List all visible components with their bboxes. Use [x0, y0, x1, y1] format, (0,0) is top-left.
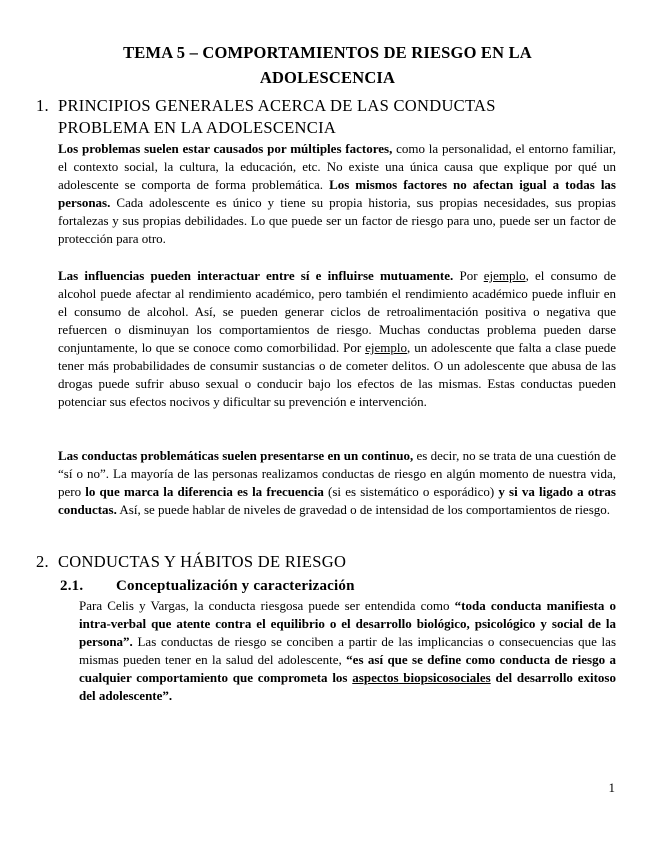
title-line-2: ADOLESCENCIA: [259, 68, 396, 87]
bold-quote: del desarrollo exitoso del adolescente”.: [79, 670, 616, 703]
bold-text: Las conductas problemáticas suelen presentarse en un continuo,: [58, 448, 414, 463]
body-text: Por: [453, 268, 484, 283]
underlined-text: ejemplo: [365, 340, 408, 355]
bold-text: Los problemas suelen estar causados por múltiples factores,: [58, 141, 393, 156]
subsection-2-1-title: Conceptualización y caracterización: [116, 578, 355, 594]
page-number: 1: [608, 780, 615, 795]
paragraph-continuum: [58, 447, 616, 519]
bold-quote: “es así que se define como conducta de riesgo a cualquier comportamiento que comprometa los: [79, 652, 616, 685]
subsection-2-1-number: 2.1.: [60, 578, 84, 594]
body-text: Así, se puede hablar de niveles de gravedad o de intensidad de los comportamientos de riesgo.: [116, 502, 611, 517]
body-text: es decir, no se trata de una cuestión de “sí o no”. La mayoría de las personas realizamos conductas de riesgo en algún momento de nuestra vida, pero: [58, 448, 616, 499]
bold-text: Los mismos factores no afectan igual a todas las personas.: [58, 177, 616, 210]
paragraph-risk-definition: [79, 597, 616, 705]
body-text: (si es sistemático o esporádico): [323, 484, 499, 499]
section-1-title-line-1: PRINCIPIOS GENERALES ACERCA DE LAS CONDUCTAS: [58, 96, 496, 115]
body-text: como la personalidad, el entorno familiar, el contexto social, la cultura, la educación, etc. No existe una única causa que explique por qué un adolescente se comporta de forma problemática.: [58, 141, 616, 192]
bold-text: Las influencias pueden interactuar entre sí e influirse mutuamente.: [58, 268, 454, 283]
section-2-number: 2.: [36, 552, 49, 571]
bold-text: lo que marca la diferencia es la frecuencia: [85, 484, 324, 499]
paragraph-multiple-factors: [58, 140, 616, 248]
section-2-title: CONDUCTAS Y HÁBITOS DE RIESGO: [58, 552, 347, 571]
section-1-title-line-2: PROBLEMA EN LA ADOLESCENCIA: [58, 118, 337, 137]
underlined-text: ejemplo: [483, 268, 526, 283]
body-text: Cada adolescente es único y tiene su propia historia, sus propias necesidades, sus propias fortalezas y sus propias debilidades. Lo que puede ser un factor de riesgo para uno, puede ser un factor de protección para otro.: [58, 195, 616, 246]
body-text: , un adolescente que falta a clase puede tener más probabilidades de consumir sustancias o de cometer delitos. O un adolescente que abusa de las drogas puede sufrir abuso sexual o conducir bajo los efectos de las mismas. Estas conductas pueden potenciar sus efectos nocivos y dificultar su prevención e intervención.: [58, 340, 616, 409]
body-text: Las conductas de riesgo se conciben a partir de las implicancias o consecuencias que las mismas pueden tener en la salud del adolescente,: [79, 634, 616, 667]
document-title: [40, 40, 615, 90]
body-text: , el consumo de alcohol puede afectar al rendimiento académico, pero también el rendimiento académico puede influir en el consumo de alcohol. Así, se pueden generar ciclos de retroalimentación positiva o negativa que refuercen o disminuyan los comportamientos de riesgo. Muchas conductas problema pueden darse conjuntamente, lo que se conoce como comorbilidad. Por: [58, 268, 617, 355]
bold-quote: “toda conducta manifiesta o intra-verbal que atente contra el equilibrio o el desarrollo biológico, psicológico y social de la persona”.: [79, 598, 616, 649]
body-text: Para Celis y Vargas, la conducta riesgosa puede ser entendida como: [79, 598, 455, 613]
underlined-bold-text: aspectos biopsicosociales: [352, 670, 491, 685]
bold-text: y si va ligado a otras conductas.: [58, 484, 616, 517]
section-1-number: 1.: [36, 96, 49, 115]
paragraph-interacting-influences: [58, 267, 616, 411]
title-line-1: TEMA 5 – COMPORTAMIENTOS DE RIESGO EN LA: [123, 43, 532, 62]
